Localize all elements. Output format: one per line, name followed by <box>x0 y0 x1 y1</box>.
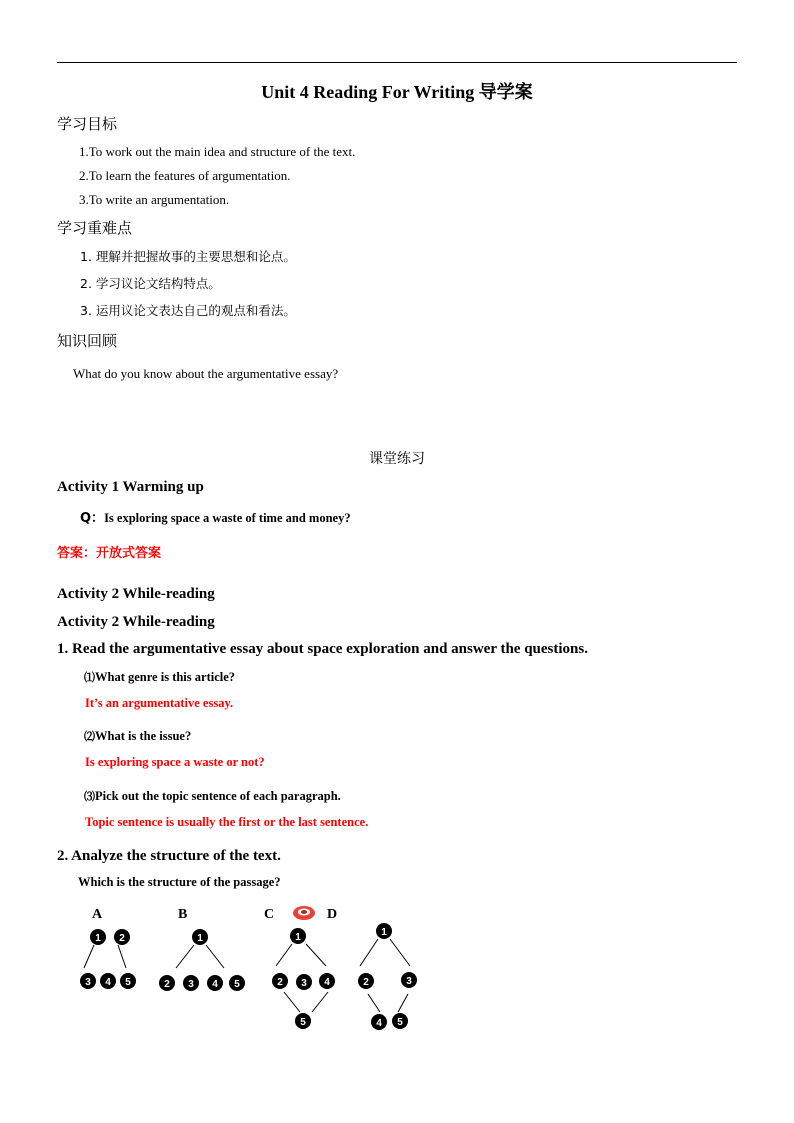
node-2-icon <box>159 975 175 991</box>
practice-heading: 课堂练习 <box>369 451 425 467</box>
node-4-icon <box>371 1014 387 1030</box>
svg-text:4: 4 <box>212 979 218 990</box>
review-question: What do you know about the argumentative essay? <box>73 366 339 381</box>
objective-item: 1.To work out the main idea and structure of the text. <box>79 144 356 159</box>
key-point-item: 2. 学习议论文结构特点。 <box>80 276 221 291</box>
node-3-icon <box>183 975 199 991</box>
question-number: ⑶ <box>84 790 95 803</box>
node-3-icon <box>296 974 312 990</box>
node-2-icon <box>272 973 288 989</box>
task1-question <box>84 669 235 685</box>
node-4-icon <box>100 973 116 989</box>
task1-answer: Topic sentence is usually the first or the last sentence. <box>85 815 369 829</box>
activity2-title: Activity 2 While-reading <box>57 586 215 602</box>
svg-text:2: 2 <box>119 933 125 944</box>
page-title: Unit 4 Reading For Writing 导学案 <box>261 82 533 102</box>
answer-mark-icon <box>293 906 315 920</box>
node-4-icon <box>319 973 335 989</box>
diagram-b <box>159 929 245 991</box>
node-4-icon <box>207 975 223 991</box>
svg-text:1: 1 <box>295 932 301 943</box>
option-label-c: C <box>264 907 275 922</box>
task2-title: 2. Analyze the structure of the text. <box>57 848 281 864</box>
node-2-icon <box>358 973 374 989</box>
svg-text:5: 5 <box>397 1017 403 1028</box>
svg-text:5: 5 <box>300 1017 306 1028</box>
question-text: Pick out the topic sentence of each paragraph. <box>95 789 341 803</box>
question-text: What is the issue? <box>95 729 192 743</box>
svg-text:4: 4 <box>105 977 111 988</box>
activity2-title: Activity 2 While-reading <box>57 614 215 630</box>
node-5-icon <box>295 1013 311 1029</box>
task1-answer: It’s an argumentative essay. <box>85 696 234 710</box>
option-label-d: D <box>327 907 338 922</box>
diagram-c <box>272 928 335 1029</box>
option-label-b: B <box>178 907 188 922</box>
diagram-d <box>358 923 417 1030</box>
option-label-a: A <box>92 907 103 922</box>
node-3-icon <box>401 972 417 988</box>
node-1-icon <box>290 928 306 944</box>
review-heading: 知识回顾 <box>57 332 118 350</box>
svg-text:2: 2 <box>363 977 369 988</box>
svg-text:3: 3 <box>406 976 412 987</box>
svg-text:1: 1 <box>95 933 101 944</box>
task1-question <box>84 788 341 804</box>
node-5-icon <box>392 1013 408 1029</box>
node-1-icon <box>90 929 106 945</box>
key-point-item: 3. 运用议论文表达自己的观点和看法。 <box>80 303 296 318</box>
activity1-question <box>80 507 351 527</box>
svg-text:2: 2 <box>277 977 283 988</box>
question-prefix: Q： <box>80 511 105 526</box>
key-point-item: 1. 理解并把握故事的主要思想和论点。 <box>80 249 296 264</box>
svg-text:3: 3 <box>301 978 307 989</box>
svg-text:1: 1 <box>197 933 203 944</box>
structure-diagrams <box>70 900 430 1040</box>
svg-text:2: 2 <box>164 979 170 990</box>
svg-text:5: 5 <box>125 977 131 988</box>
objective-item: 3.To write an argumentation. <box>79 192 230 207</box>
activity1-answer: 答案：开放式答案 <box>57 546 162 561</box>
svg-text:4: 4 <box>376 1018 382 1029</box>
node-2-icon <box>114 929 130 945</box>
question-number: ⑴ <box>84 671 95 684</box>
question-number: ⑵ <box>84 730 95 743</box>
task1-answer: Is exploring space a waste or not? <box>85 755 265 769</box>
node-5-icon <box>229 975 245 991</box>
node-1-icon <box>192 929 208 945</box>
key-points-heading: 学习重难点 <box>57 219 133 237</box>
svg-text:3: 3 <box>188 979 194 990</box>
node-5-icon <box>120 973 136 989</box>
svg-text:5: 5 <box>234 979 240 990</box>
question-text: What genre is this article? <box>95 670 236 684</box>
header-rule <box>57 62 737 63</box>
task2-question: Which is the structure of the passage? <box>78 875 281 889</box>
node-1-icon <box>376 923 392 939</box>
svg-text:4: 4 <box>324 977 330 988</box>
task1-title: 1. Read the argumentative essay about space exploration and answer the questions. <box>57 641 588 657</box>
diagram-a <box>80 929 136 989</box>
activity1-title: Activity 1 Warming up <box>57 479 204 495</box>
svg-text:3: 3 <box>85 977 91 988</box>
node-3-icon <box>80 973 96 989</box>
objective-item: 2.To learn the features of argumentation. <box>79 168 291 183</box>
question-text: Is exploring space a waste of time and money? <box>104 511 351 525</box>
svg-text:1: 1 <box>381 927 387 938</box>
task1-question <box>84 728 191 744</box>
objectives-heading: 学习目标 <box>57 115 118 133</box>
